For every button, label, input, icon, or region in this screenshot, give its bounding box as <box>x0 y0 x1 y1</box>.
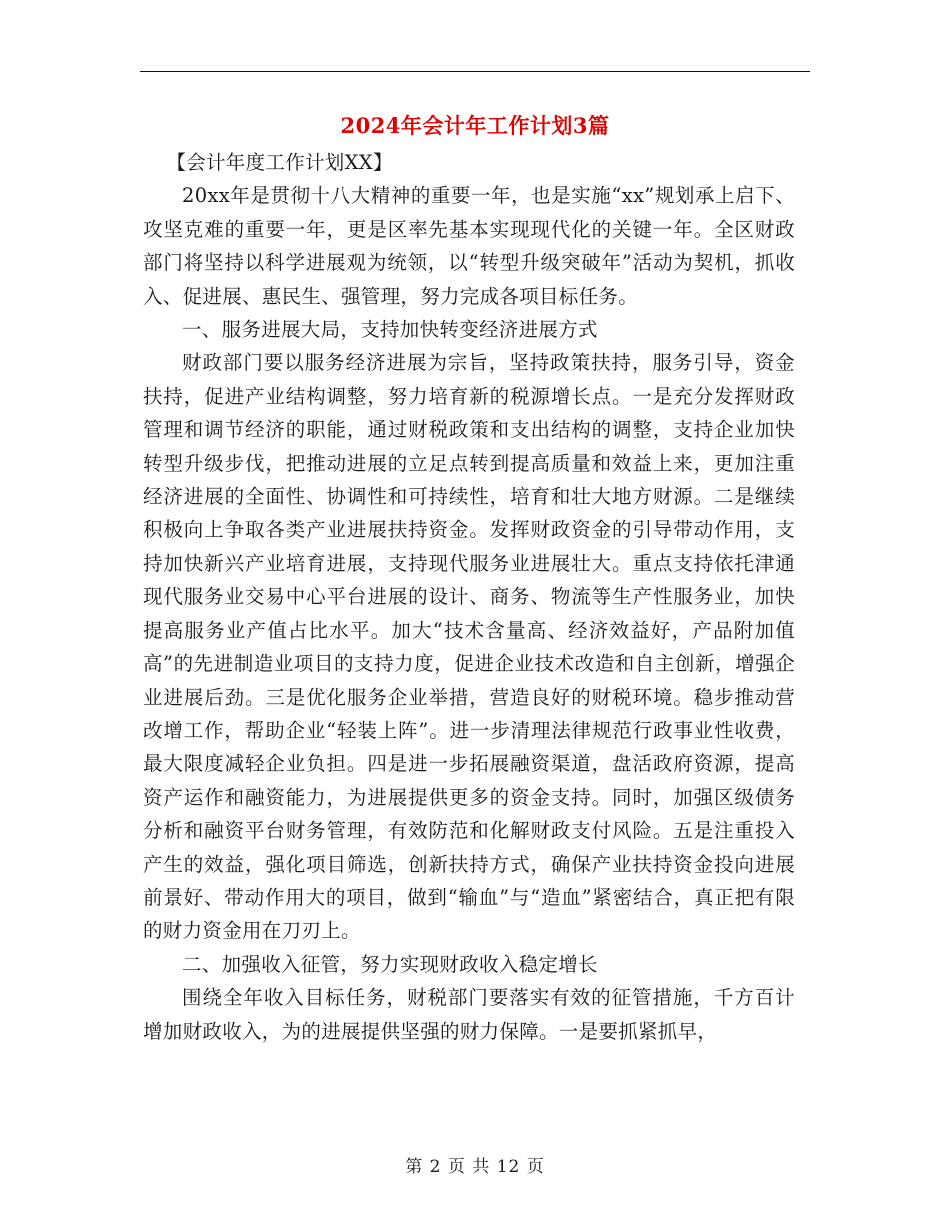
section-heading-1: 一、服务进展大局，支持加快转变经济进展方式 <box>182 318 598 342</box>
paragraph-intro: 20xx年是贯彻十八大精神的重要一年，也是实施“xx”规划承上启下、攻坚克难的重要一年，更是区率先基本实现现代化的关键一年。全区财政部门将坚持以科学进展观为统领，以“转型升级突破年”活动为契机，抓收入、促进展、惠民生、强管理，努力完成各项目标任务。 <box>143 184 795 308</box>
section-heading-bracket: 【会计年度工作计划XX】 <box>166 151 393 174</box>
document-body <box>143 146 795 1048</box>
paragraph-section-1: 财政部门要以服务经济进展为宗旨，坚持政策扶持，服务引导，资金扶持，促进产业结构调整，努力培育新的税源增长点。一是充分发挥财政管理和调节经济的职能，通过财税政策和支出结构的调整，支持企业加快转型升级步伐，把推动进展的立足点转到提高质量和效益上来，更加注重经济进展的全面性、协调性和可持续性，培育和壮大地方财源。二是继续积极向上争取各类产业进展扶持资金。发挥财政资金的引导带动作用，支持加快新兴产业培育进展，支持现代服务业进展壮大。重点支持依托津通现代服务业交易中心平台进展的设计、商务、物流等生产性服务业，加快提高服务业产值占比水平。加大“技术含量高、经济效益好，产品附加值高”的先进制造业项目的支持力度，促进企业技术改造和自主创新，增强企业进展后劲。三是优化服务企业举措，营造良好的财税环境。稳步推动营改增工作，帮助企业“轻装上阵”。进一步清理法律规范行政事业性收费，最大限度减轻企业负担。四是进一步拓展融资渠道，盘活政府资源，提高资产运作和融资能力，为进展提供更多的资金支持。同时，加强区级债务分析和融资平台财务管理，有效防范和化解财政支付风险。五是注重投入产生的效益，强化项目筛选，创新扶持方式，确保产业扶持资金投向进展前景好、带动作用大的项目，做到“输血”与“造血”紧密结合，真正把有限的财力资金用在刀刃上。 <box>143 351 795 943</box>
document-title: 2024年会计年工作计划3篇 <box>340 113 610 138</box>
paragraph-section-2: 围绕全年收入目标任务，财税部门要落实有效的征管措施，千方百计增加财政收入，为的进展提供坚强的财力保障。一是要抓紧抓早， <box>143 986 795 1043</box>
header-divider <box>140 71 810 72</box>
section-heading-2: 二、加强收入征管，努力实现财政收入稳定增长 <box>182 952 598 976</box>
page-number-footer: 第 2 页 共 12 页 <box>405 1157 545 1177</box>
